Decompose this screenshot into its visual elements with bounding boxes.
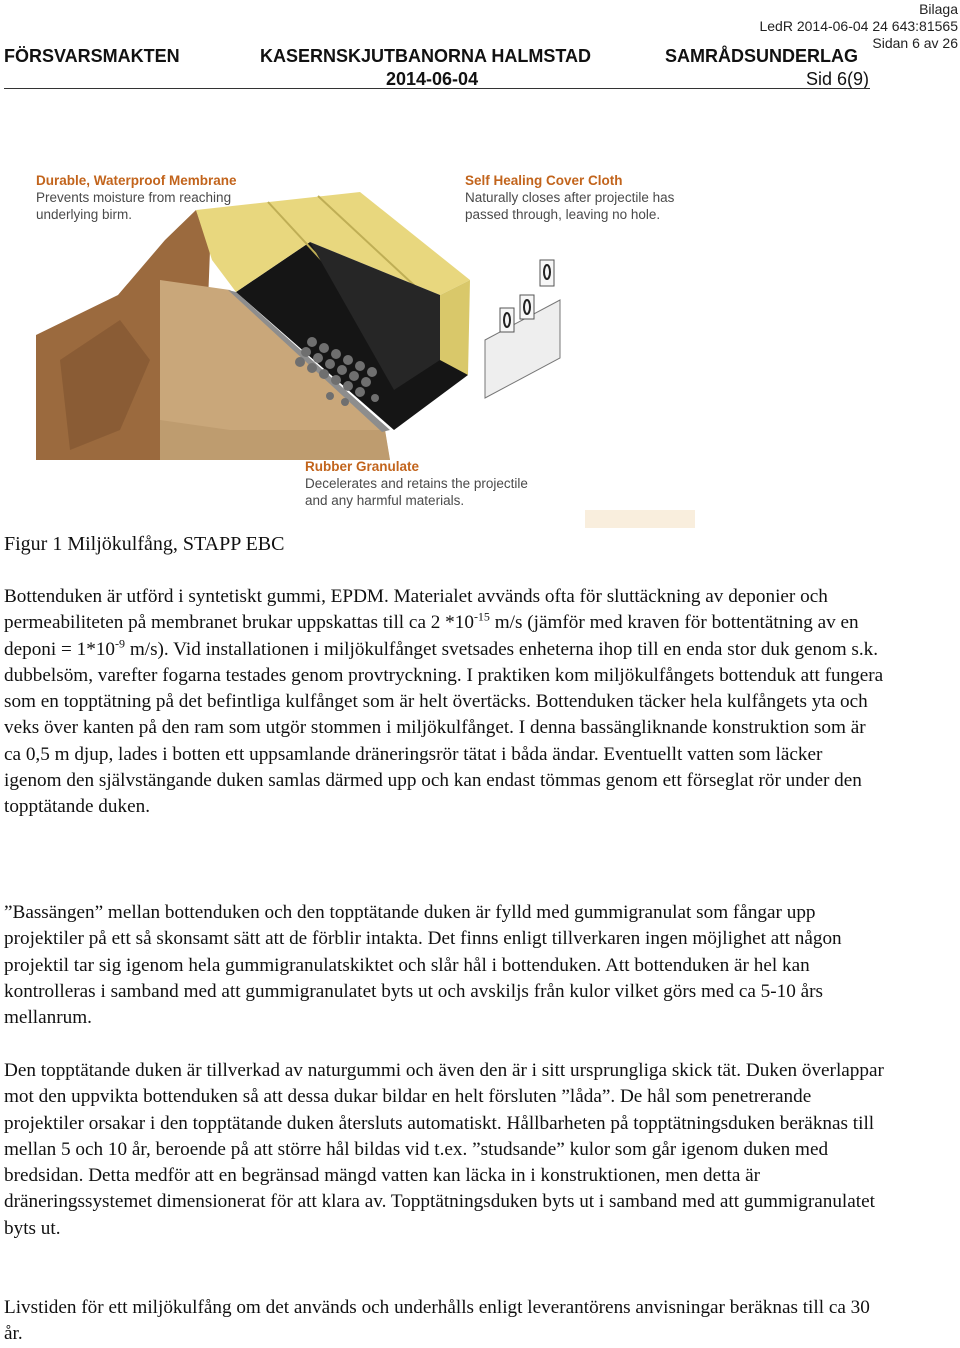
header-page: Sid 6(9) (805, 69, 869, 89)
paragraph-basin: ”Bassängen” mellan bottenduken och den topptätande duken är fylld med gummigranulat som fångar upp projektiler på ett så skonsamt sätt att de förblir intakta. Det finns enligt tillverkaren ingen möjlighet att någon projektil tar sig igenom hela gummigranulatskiktet och slår hål i bottenduken. Att bottenduken är hel kan kontrolleras i samband med att gummigranulatet byts ut och avskiljs från kulor vilket görs med ca 5-10 års mellanrum. (4, 902, 842, 1029)
callout-membrane (36, 172, 237, 223)
stamp-label: Bilaga (919, 1, 958, 17)
p1-sup-b: -9 (115, 636, 126, 651)
callout-membrane-line1: Prevents moisture from reaching (36, 190, 232, 205)
header-doc-type: SAMRÅDSUNDERLAG (665, 46, 858, 66)
stamp-page: Sidan 6 av 26 (872, 35, 958, 51)
header-rule (4, 88, 870, 89)
callout-rubber-line2: and any harmful materials. (305, 493, 465, 508)
stamp-ref: LedR 2014-06-04 24 643:81565 (759, 18, 958, 34)
p1-part-b: m/s (jämför med kraven för bottentätning av en deponi = 1*10 (4, 612, 859, 660)
callout-cover-line1: Naturally closes after projectile has (465, 190, 675, 205)
callout-rubber-title: Rubber Granulate (305, 459, 420, 474)
callout-cover-cloth (465, 172, 674, 223)
target-frames (485, 260, 560, 398)
paragraph-lifetime: Livstiden för ett miljökulfång om det används och underhålls enligt leverantörens anvisningar beräknas till ca 30 år. (4, 1297, 870, 1345)
p1-part-c: m/s). Vid installationen i miljökulfånget svetsades enheterna ihop till en enda stor duk genom s.k. dubbelsöm, varefter fogarna testades genom provtryckning. I praktiken kom miljökulfångets bottenduk att fungera som en topptätning på det befintliga kulfånget som är helt övertäcks. Bottenduken täcker hela kulfångets yta och veks över kanten på den ram som utgör stommen i miljökulfånget. I denna bassängliknande konstruktion som är ca 0,5 m djup, lades i botten ett uppsamlande dräneringsrör tätat i båda ändar. Eventuellt vatten som läcker igenom den självstängande duken samlas därmed upp och kan endast tömmas genom ett förseglat rör under den topptätande duken. (4, 638, 884, 818)
figure-caption: Figur 1 Miljökulfång, STAPP EBC (4, 533, 285, 555)
p1-sup-a: -15 (473, 609, 490, 624)
header-org: FÖRSVARSMAKTEN (4, 46, 180, 66)
callout-cover-line2: passed through, leaving no hole. (465, 207, 661, 222)
callout-rubber-granulate (305, 458, 528, 509)
header-title: KASERNSKJUTBANORNA HALMSTAD (260, 46, 591, 66)
paragraph-bottom-membrane (4, 584, 884, 821)
header-date: 2014-06-04 (386, 69, 479, 89)
callout-membrane-title: Durable, Waterproof Membrane (36, 173, 237, 188)
paragraph-top-membrane: Den topptätande duken är tillverkad av naturgummi och även den är i sitt ursprungliga skick tät. Duken överlappar mot den uppvikta bottenduken så att dessa dukar bildar en helt försluten ”låda”. De hål som penetrerande projektiler orsakar i den topptätande duken återsluts automatiskt. Hållbarheten på topptätningsduken beräknas till mellan 5 och 10 år, beroende på att större hål bildas vid t.ex. ”studsande” kulor som går igenom duken med bredsidan. Detta medför att en begränsad mängd vatten kan läcka in i konstruktionen, men detta är dräneringssystemet dimensionerat för att klara av. Topptätningsduken byts ut i samband med att gummigranulatet byts ut. (4, 1060, 884, 1239)
callout-membrane-line2: underlying birm. (36, 207, 133, 222)
callout-cover-title: Self Healing Cover Cloth (465, 173, 623, 188)
p1-part-a: Bottenduken är utförd i syntetiskt gummi, EPDM. Materialet avvänds ofta för sluttäckning av deponier och permeabiliteten på membranet brukar uppskattas till ca 2 *10 (4, 586, 828, 634)
bullet-trap-illustration (0, 130, 740, 530)
callout-rubber-line1: Decelerates and retains the projectile (305, 476, 528, 491)
